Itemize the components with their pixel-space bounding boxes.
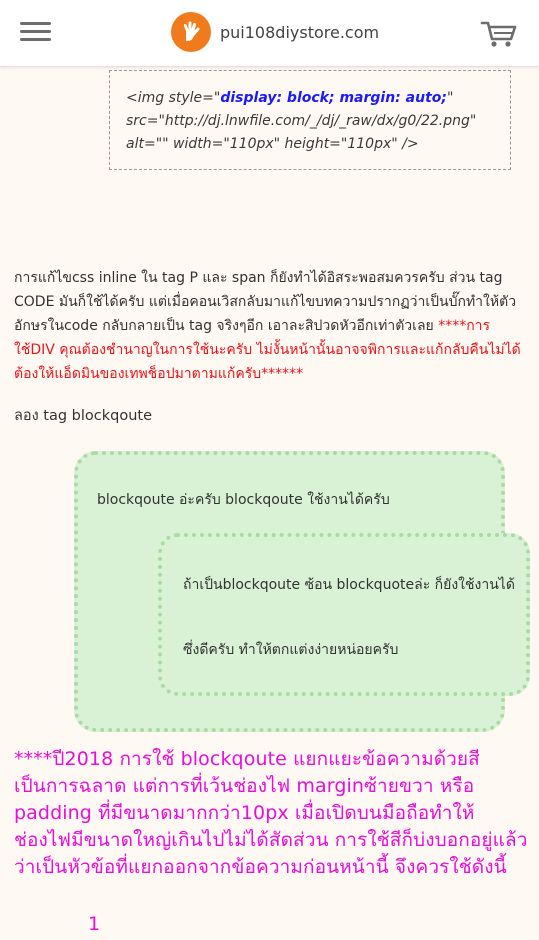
warning-text: ****การใช้DIV คุณต้องชำนาญในการใช้นะครับ ไม่งั้นหน้านั้นอาจจพิการและแก้กลับคืนไม่ได้ต้องให้แอ็ดมินของเทพช็อปมาตามแก้ครับ******	[14, 318, 521, 382]
blockquote-outer-text: blockqoute อ่ะครับ blockqoute ใช้งานได้ครับ	[97, 492, 390, 508]
blockquote-nested-text-1: ถ้าเป็นblockqoute ซ้อน blockquoteล่ะ ก็ยังใช้งานได้	[183, 577, 515, 593]
try-blockquote-label: ลอง tag blockqoute	[14, 408, 153, 424]
article-paragraph: การแก้ไขcss inline ใน tag P และ span ก็ยังทำได้อิสระพอสมควรครับ ส่วน tag CODE มันก็ใช้ได้ครับ แต่เมื่อคอนเวิสกลับมาแก้ไขบทความปรากฏว่าเป็นบั๊กทำให้ตัวอักษรในcode กลับกลายเป็น tag จริงๆอีก เอาละสิปวดหัวอีกเท่าตัวเลย ****การใช้DIV คุณต้องชำนาญในการใช้นะครับ ไม่งั้นหน้านั้นอาจจพิการและแก้กลับคืนไม่ได้ต้องให้แอ็ดมินของเทพช็อปมาตามแก้ครับ******	[14, 270, 521, 382]
hand-logo-icon	[171, 12, 211, 52]
site-name: pui108diystore.com	[220, 22, 380, 42]
blockquote-nested-text-2: ซึ่งดีครับ ทำให้ตกแต่งง่ายหน่อยครับ	[183, 642, 399, 658]
list-number: 1	[88, 913, 101, 935]
blockquote-nested	[158, 533, 530, 696]
code-line-1: <img style="display: block; margin: auto;"	[126, 90, 454, 106]
site-brand-link[interactable]	[171, 12, 379, 52]
code-example-box	[109, 70, 511, 170]
hamburger-menu-icon[interactable]	[20, 22, 51, 42]
top-navbar	[0, 0, 539, 67]
code-line-3: alt="" width="110px" height="110px" />	[126, 136, 419, 152]
highlight-paragraph: ****ปี2018 การใช้ blockqoute แยกแยะข้อความด้วยสีเป็นการฉลาด แต่การที่เว้นช่องไฟ marginซ้ายขวา หรือ padding ที่มีขนาดมากกว่า10px เมื่อเปิดบนมือถือทำให้ช่องไฟมีขนาดใหญ่เกินไปไม่ได้สัดส่วน การใช้สีก็บ่งบอกอยู่แล้วว่าเป็นหัวข้อที่แยกออกจากข้อความก่อนหน้านี้ จึงควรใช้ดังนี้	[14, 748, 528, 878]
code-line-2: src="http://dj.lnwfile.com/_/dj/_raw/dx/g0/22.png"	[126, 113, 477, 129]
shopping-cart-icon[interactable]	[480, 17, 518, 49]
